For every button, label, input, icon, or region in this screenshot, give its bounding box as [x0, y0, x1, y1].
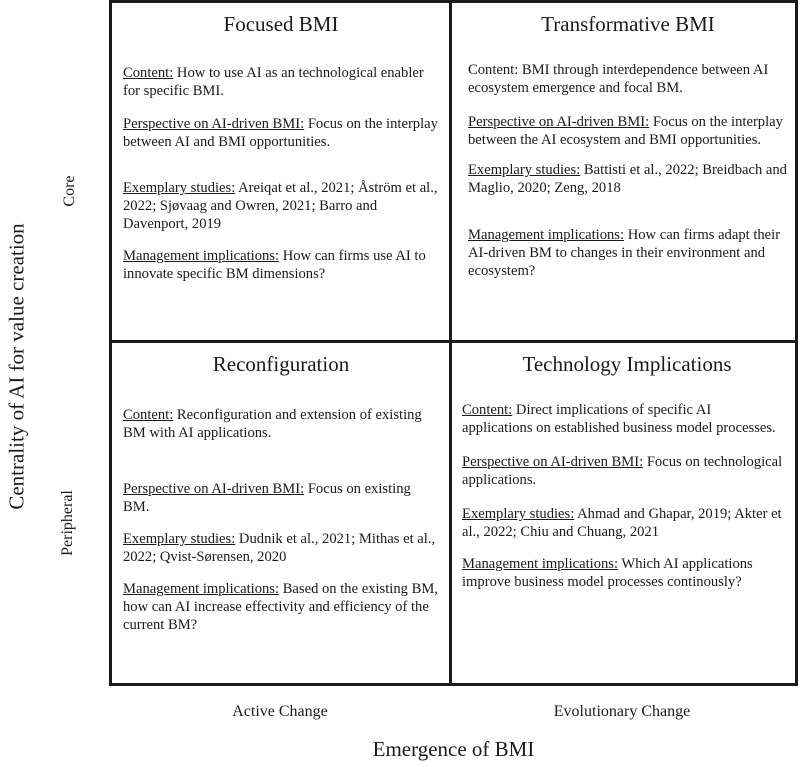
studies-label: Exemplary studies: — [468, 162, 581, 178]
implications-label: Management implications: — [468, 227, 625, 243]
perspective-text: Focus on the interplay between the AI ecosystem and BMI opportunities. — [468, 114, 783, 148]
quadrant-title: Technology Implications — [522, 352, 732, 376]
horizontal-divider — [109, 340, 798, 343]
vertical-divider — [449, 0, 452, 686]
studies-paragraph — [462, 505, 784, 541]
quadrant-title: Transformative BMI — [541, 12, 715, 36]
studies-text: Areiqat et al., 2021; Åström et al., 2022; Sjøvaag and Owren, 2021; Barro and Davenport, 2019 — [123, 180, 438, 232]
content-paragraph — [123, 406, 439, 442]
perspective-label: Perspective on AI-driven BMI: — [123, 116, 305, 132]
perspective-paragraph — [468, 113, 788, 149]
implications-paragraph — [468, 226, 788, 280]
studies-paragraph — [468, 161, 788, 197]
x-axis-title: Emergence of BMI — [372, 737, 535, 761]
implications-paragraph — [123, 247, 439, 283]
perspective-text: Focus on existing BM. — [123, 481, 411, 515]
perspective-text: Focus on technological applications. — [462, 454, 783, 488]
perspective-paragraph — [123, 115, 439, 151]
studies-paragraph — [123, 530, 439, 566]
studies-text: Battisti et al., 2022; Breidbach and Maglio, 2020; Zeng, 2018 — [468, 162, 787, 196]
quadrant-focused-bmi — [123, 12, 439, 283]
content-label: Content: — [468, 62, 519, 78]
quadrant-reconfiguration — [123, 352, 439, 634]
y-axis-title: Centrality of AI for value creation — [4, 223, 29, 510]
y-axis-core-label: Core — [61, 175, 78, 207]
quadrant-transformative-bmi — [468, 12, 788, 280]
studies-label: Exemplary studies: — [123, 531, 236, 547]
studies-text: Ahmad and Ghapar, 2019; Akter et al., 2022; Chiu and Chuang, 2021 — [462, 506, 782, 540]
implications-paragraph — [123, 580, 439, 634]
implications-text: Based on the existing BM, how can AI increase effectivity and efficiency of the current BM? — [123, 581, 438, 633]
studies-label: Exemplary studies: — [462, 506, 575, 522]
content-label: Content: — [123, 407, 174, 423]
quadrant-title: Reconfiguration — [212, 352, 350, 376]
content-text: How to use AI as an technological enabler for specific BMI. — [123, 65, 424, 99]
x-axis-evolutionary-label: Evolutionary Change — [553, 703, 691, 720]
content-label: Content: — [123, 65, 174, 81]
studies-label: Exemplary studies: — [123, 180, 236, 196]
content-label: Content: — [462, 402, 513, 418]
perspective-paragraph — [462, 453, 784, 489]
content-paragraph — [123, 64, 439, 100]
implications-text: Which AI applications improve business model processes continously? — [462, 556, 753, 590]
content-paragraph — [462, 401, 784, 437]
implications-label: Management implications: — [462, 556, 619, 572]
perspective-label: Perspective on AI-driven BMI: — [123, 481, 305, 497]
studies-text: Dudnik et al., 2021; Mithas et al., 2022; Qvist-Sørensen, 2020 — [123, 531, 436, 565]
implications-paragraph — [462, 555, 784, 591]
quadrant-title: Focused BMI — [223, 12, 339, 36]
implications-label: Management implications: — [123, 248, 280, 264]
perspective-label: Perspective on AI-driven BMI: — [468, 114, 650, 130]
y-axis-peripheral-label: Peripheral — [59, 490, 76, 556]
implications-text: How can firms adapt their AI-driven BM to changes in their environment and ecosystem? — [468, 227, 781, 279]
content-text: Direct implications of specific AI applications on established business model processes. — [462, 402, 776, 436]
perspective-text: Focus on the interplay between AI and BMI opportunities. — [123, 116, 438, 150]
implications-label: Management implications: — [123, 581, 280, 597]
content-paragraph — [468, 61, 788, 97]
implications-text: How can firms use AI to innovate specific BM dimensions? — [123, 248, 426, 282]
studies-paragraph — [123, 179, 439, 233]
content-text: BMI through interdependence between AI ecosystem emergence and focal BM. — [468, 62, 769, 96]
perspective-paragraph — [123, 480, 439, 516]
quadrant-technology-implications — [462, 352, 784, 591]
x-axis-active-label: Active Change — [232, 703, 328, 720]
perspective-label: Perspective on AI-driven BMI: — [462, 454, 644, 470]
content-text: Reconfiguration and extension of existing BM with AI applications. — [123, 407, 422, 441]
